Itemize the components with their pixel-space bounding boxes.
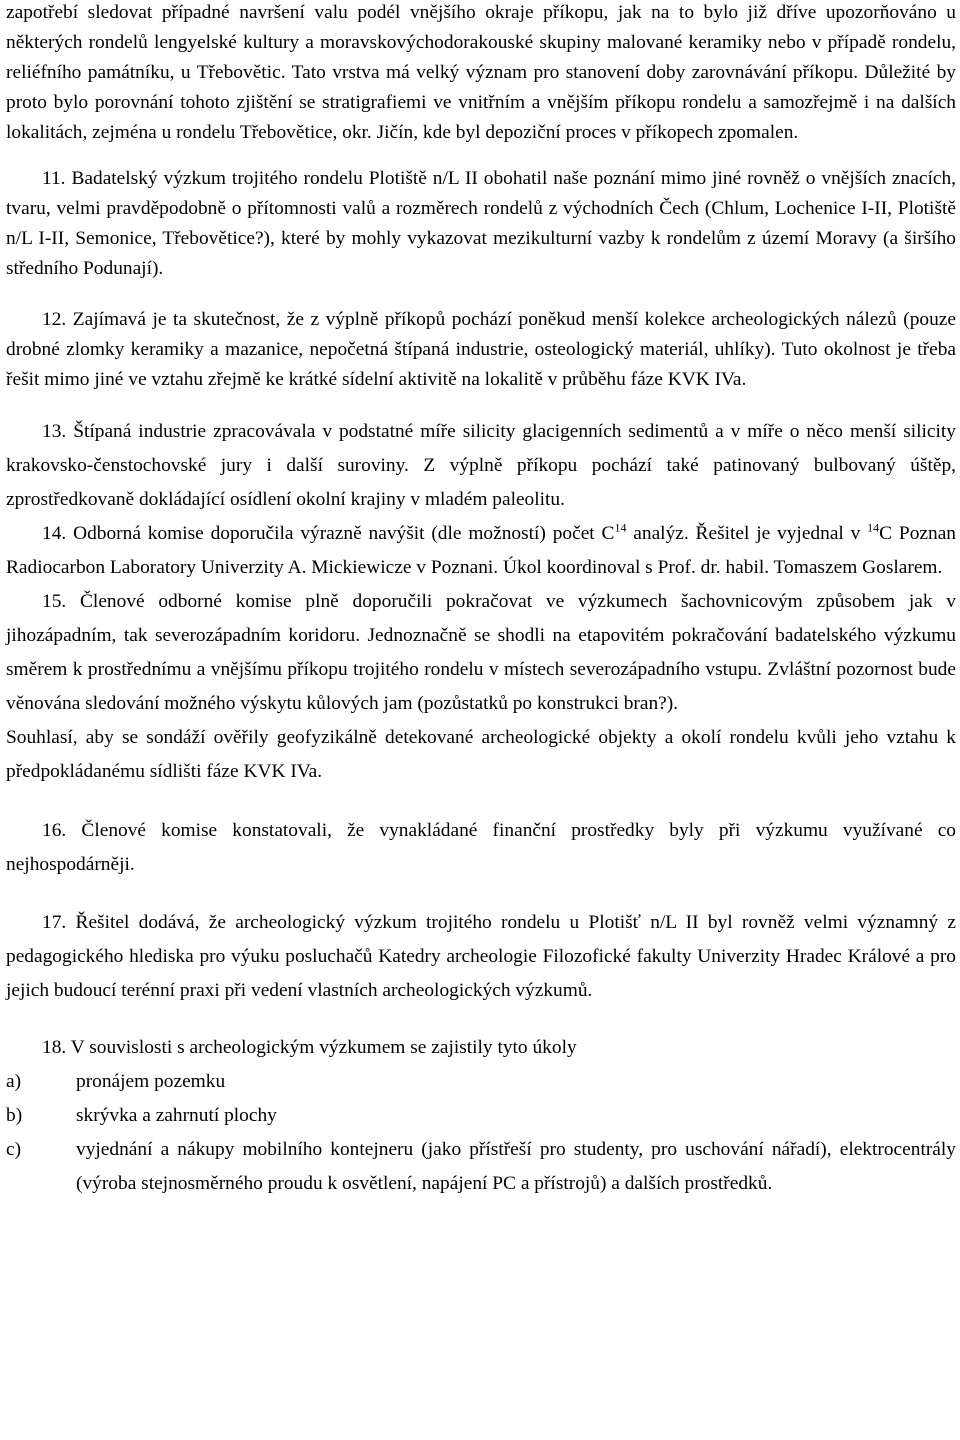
list-item-text: skrývka a zahrnutí plochy [76, 1105, 277, 1126]
paragraph-15 [6, 585, 956, 721]
paragraph-18-text: V souvislosti s archeologickým výzkumem se zajistily tyto úkoly [66, 1037, 577, 1058]
paragraph-11 [6, 164, 956, 284]
paragraph-11-text: Badatelský výzkum trojitého rondelu Plotiště n/L II obohatil naše poznání mimo jiné rovněž o vnějších znacích, tvaru, velmi pravděpodobně o přítomnosti valů a rozměrech rondelů z východních Čech (Chlum, Lochenice I-II, Plotiště n/L I-II, Semonice, Třebovětice?), které by mohly vykazovat mezikulturní vazby k rondelům z území Moravy (a širšího středního Podunají). [6, 168, 956, 279]
list-marker: b) [6, 1105, 23, 1126]
paragraph-14-text-b: analýz. Řešitel je vyjednal v [626, 523, 868, 544]
paragraph-13-text: Štípaná industrie zpracovávala v podstatné míře silicity glacigenních sedimentů a v míře o něco menší silicity krakovsko-čenstochovské jury i další suroviny. Z výplně příkopu pochází také patinovaný bulbovaný úštěp, zprostředkovaně dokládající osídlení okolní krajiny v mladém paleolitu. [6, 421, 956, 510]
paragraph-15-continuation-text: Souhlasí, aby se sondáží ověřily geofyzikálně detekované archeologické objekty a okolí rondelu kvůli jeho vztahu k předpokládanému sídlišti fáze KVK IVa. [6, 727, 956, 782]
paragraph-16-text: Členové komise konstatovali, že vynakládané finanční prostředky byly při výzkumu využívané co nejhospodárněji. [6, 820, 956, 875]
list-marker: c) [6, 1139, 22, 1160]
document-page [6, 0, 956, 1201]
superscript-14-first: 14 [614, 520, 627, 535]
paragraph-17-number: 17. [42, 912, 67, 933]
paragraph-14 [6, 517, 956, 585]
paragraph-11-number: 11. [42, 168, 66, 189]
paragraph-18-number: 18. [42, 1037, 67, 1058]
paragraph-17-text: Řešitel dodává, že archeologický výzkum trojitého rondelu u Plotišť n/L II byl rovněž velmi významný z pedagogického hlediska pro výuku posluchačů Katedry archeologie Filozofické fakulty Univerzity Hradec Králové a pro jejich budoucí terénní praxi při vedení vlastních archeologických výzkumů. [6, 912, 956, 1001]
list-item [6, 1065, 956, 1099]
list-item [6, 1099, 956, 1133]
paragraph-10-text-a: zapotřebí sledovat případné navršení valu podél vnějšího okraje příkopu, jak na to bylo již dříve upozorňováno u některých rondelů lengyelské kultury a moravskovýchodorakouské skupiny malované keramiky nebo v případě rondelu, reliéfního památníku, u Třebovětic. Tato vrstva má velký význam pro stanovení doby zarovnávání příkopu. [6, 2, 956, 83]
paragraph-13-number: 13. [42, 421, 67, 442]
paragraph-13 [6, 415, 956, 517]
superscript-14-second: 14 [867, 520, 880, 535]
list-marker: a) [6, 1071, 22, 1092]
paragraph-14-text-a: Odborná komise doporučila výrazně navýšit (dle možností) počet C [66, 523, 615, 544]
paragraph-15-number: 15. [42, 591, 67, 612]
paragraph-10-text-b: Důležité by proto bylo porovnání tohoto zjištění se stratigrafiemi ve vnitřním a vnějším příkopu rondelu a samozřejmě i na dalších lokalitách, zejména u rondelu Třebovětice, okr. Jičín, kde byl depoziční proces v příkopech zpomalen. [6, 62, 956, 143]
paragraph-15-continuation [6, 721, 956, 789]
list-item-text: pronájem pozemku [76, 1071, 226, 1092]
list-item [6, 1133, 956, 1201]
paragraph-15-text: Členové odborné komise plně doporučili pokračovat ve výzkumech šachovnicovým způsobem jak v jihozápadním, tak severozápadním koridoru. Jednoznačně se shodli na etapovitém pokračování badatelského výzkumu směrem k prostřednímu a vnějšímu příkopu trojitého rondelu v místech severozápadního vstupu. Zvláštní pozornost bude věnována sledování možného výskytu kůlových jam (pozůstatků po konstrukci bran?). [6, 591, 956, 714]
paragraph-16-number: 16. [42, 820, 67, 841]
list-item-text: vyjednání a nákupy mobilního kontejneru (jako přístřeší pro studenty, pro uschování nářadí), elektrocentrály (výroba stejnosměrného proudu k osvětlení, napájení PC a přístrojů) a dalších prostředků. [76, 1139, 956, 1194]
paragraph-14-number: 14. [42, 523, 67, 544]
task-list [6, 1065, 956, 1201]
paragraph-12 [6, 305, 956, 395]
paragraph-14-text-c: C Poznan Radiocarbon Laboratory Univerzity A. Mickiewicze v Poznani. Úkol koordinoval s Prof. dr. habil. Tomaszem Goslarem. [6, 523, 956, 578]
paragraph-18 [6, 1031, 956, 1065]
paragraph-12-number: 12. [42, 309, 67, 330]
paragraph-10-continuation [6, 0, 956, 148]
paragraph-16 [6, 814, 956, 882]
paragraph-12-text: Zajímavá je ta skutečnost, že z výplně příkopů pochází poněkud menší kolekce archeologických nálezů (pouze drobné zlomky keramiky a mazanice, nepočetná štípaná industrie, osteologický materiál, uhlíky). Tuto okolnost je třeba řešit mimo jiné ve vztahu zřejmě ke krátké sídelní aktivitě na lokalitě v průběhu fáze KVK IVa. [6, 309, 956, 390]
paragraph-17 [6, 906, 956, 1008]
